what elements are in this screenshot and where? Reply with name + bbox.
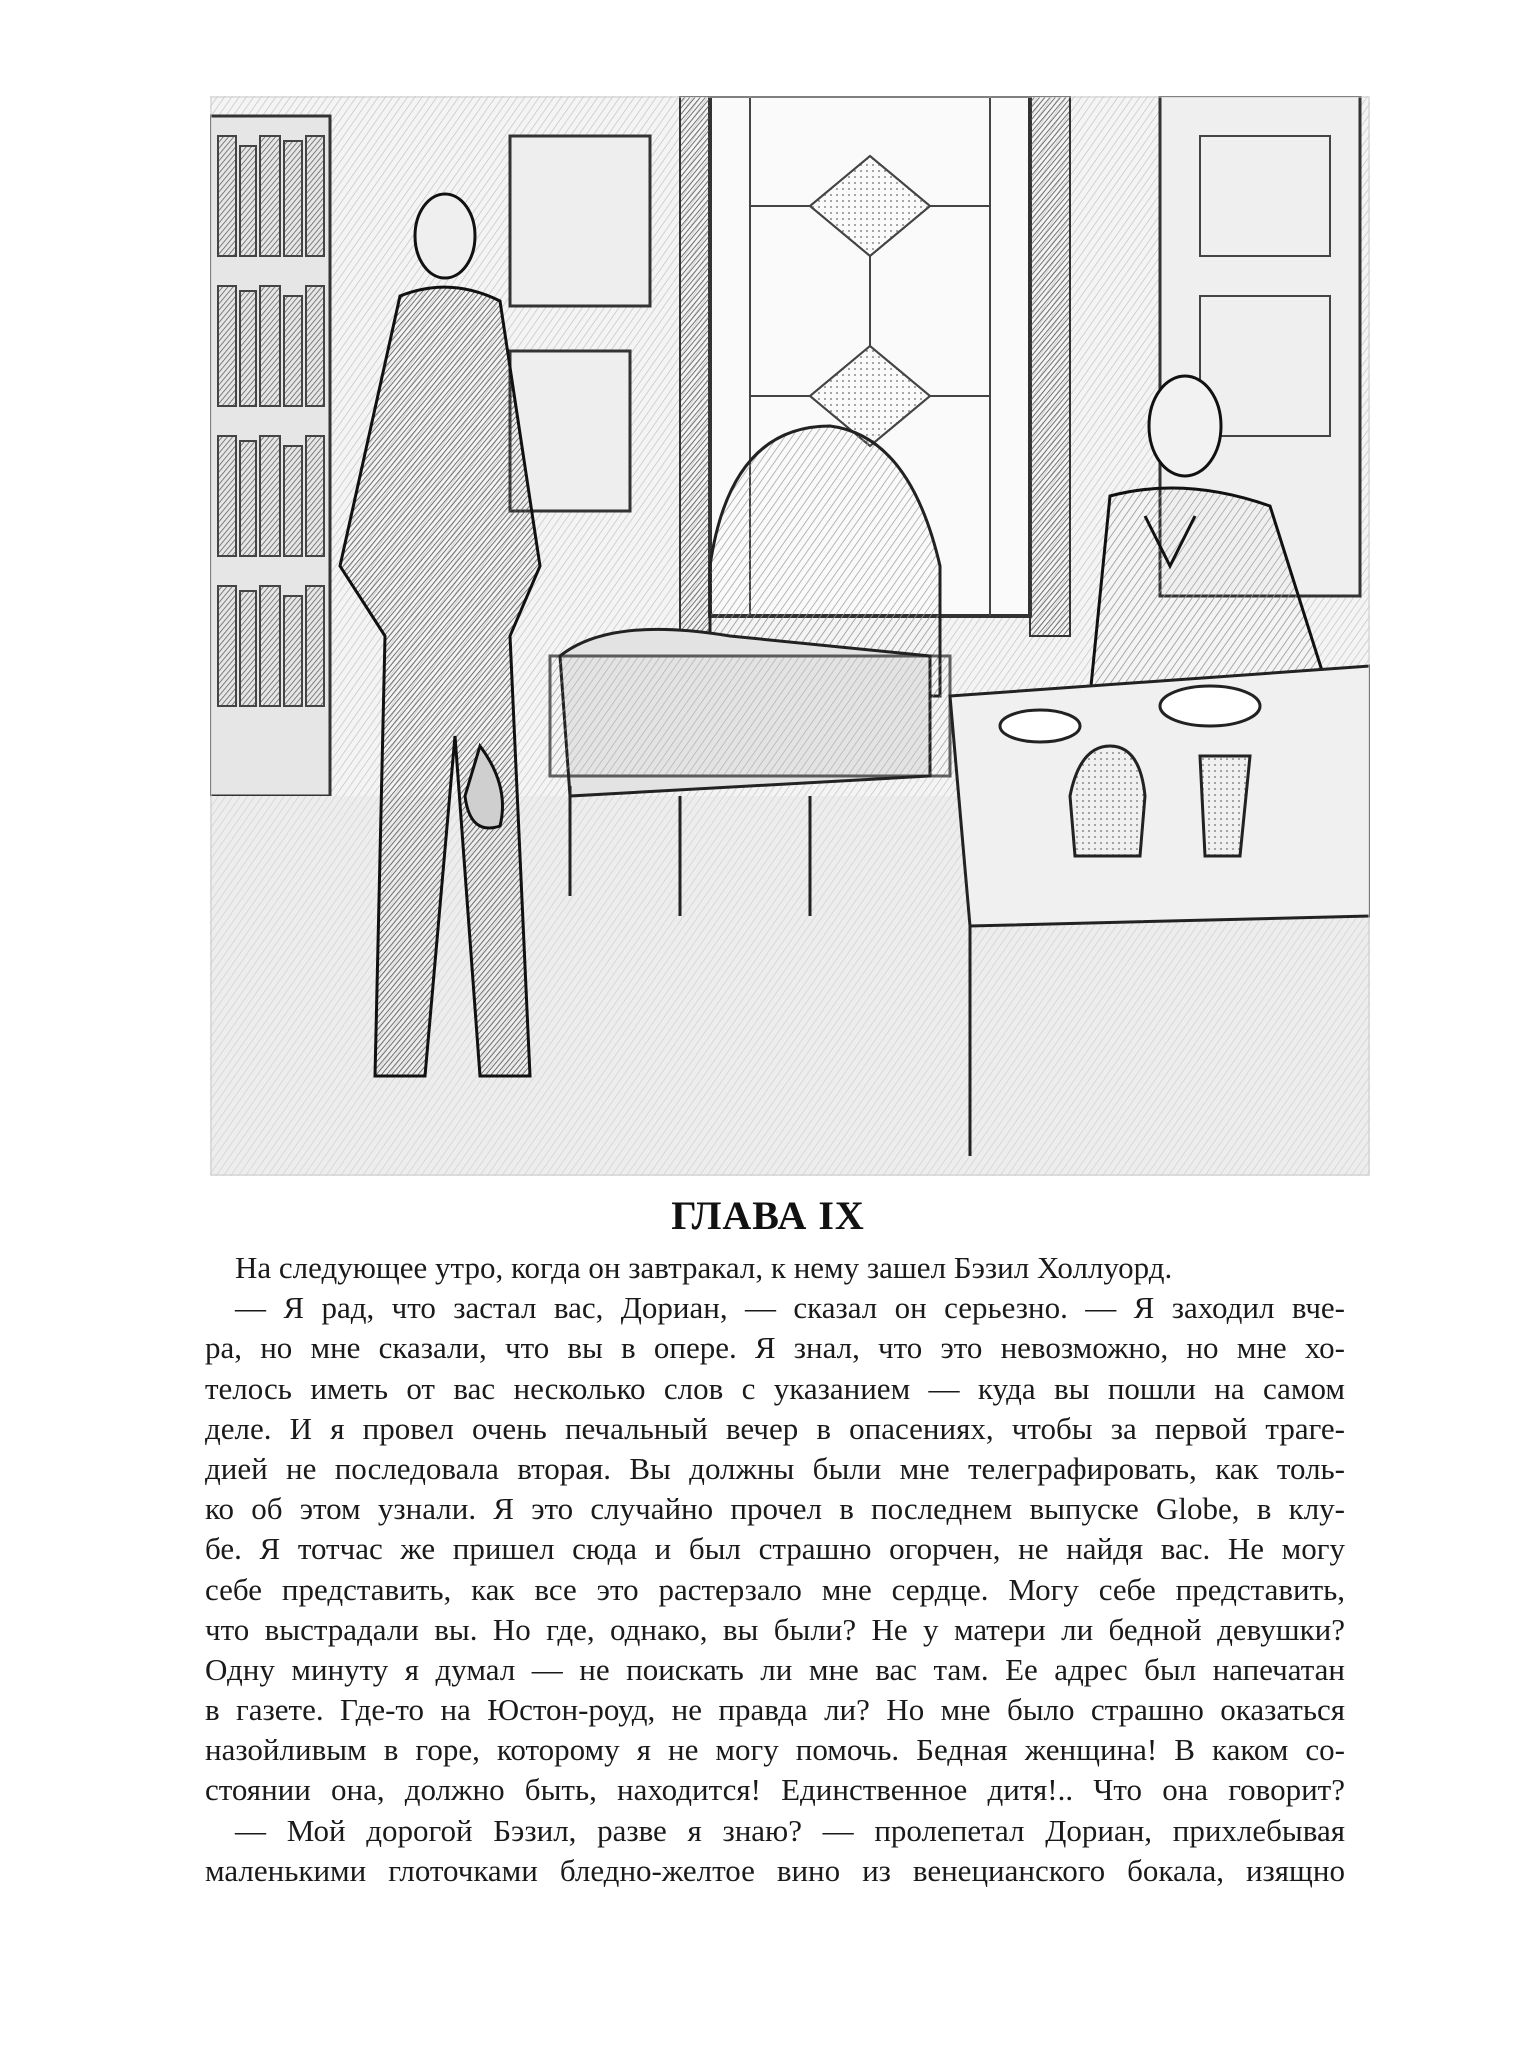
text-line: ра, но мне сказали, что вы в опере. Я знал, что это невозможно, но мне хо- bbox=[205, 1330, 1345, 1366]
text-line: в газете. Где-то на Юстон-роуд, не правда ли? Но мне было страшно оказаться bbox=[205, 1692, 1345, 1728]
text-line: ко об этом узнали. Я это случайно прочел в последнем выпуске Globe, в клу- bbox=[205, 1491, 1345, 1527]
text-line: — Я рад, что застал вас, Дориан, — сказал он серьезно. — Я заходил вче- bbox=[235, 1290, 1345, 1326]
chapter-title: ГЛАВА IX bbox=[671, 1193, 865, 1238]
text-line: стоянии она, должно быть, находится! Единственное дитя!.. Что она говорит? bbox=[205, 1772, 1345, 1808]
text-line: — Мой дорогой Бэзил, разве я знаю? — пролепетал Дориан, прихлебывая bbox=[235, 1812, 1345, 1848]
text-line: маленькими глоточками бледно-желтое вино из венецианского бокала, изящно bbox=[205, 1852, 1345, 1888]
text-line: деле. И я провел очень печальный вечер в опасениях, чтобы за первой траге- bbox=[205, 1410, 1345, 1446]
text-line: назойливым в горе, которому я не могу помочь. Бедная женщина! В каком со- bbox=[205, 1732, 1345, 1768]
text-line: что выстрадали вы. Но где, однако, вы были? Не у матери ли бедной девушки? bbox=[205, 1611, 1345, 1647]
text-line: На следующее утро, когда он завтракал, к нему зашел Бэзил Холлуорд. bbox=[235, 1250, 1173, 1285]
engraving-svg bbox=[210, 96, 1370, 1176]
chapter-text bbox=[205, 1248, 1345, 1891]
text-line: себе представить, как все это растерзало мне сердце. Могу себе представить, bbox=[205, 1571, 1345, 1607]
text-line: Одну минуту я думал — не поискать ли мне вас там. Ее адрес был напечатан bbox=[205, 1651, 1345, 1687]
bookshelf bbox=[210, 116, 330, 796]
chapter-illustration bbox=[210, 96, 1370, 1176]
text-line: дией не последовала вторая. Вы должны были мне телеграфировать, как толь- bbox=[205, 1450, 1345, 1486]
text-line: бе. Я тотчас же пришел сюда и был страшно огорчен, не найдя вас. Не могу bbox=[205, 1531, 1345, 1567]
text-line: телось иметь от вас несколько слов с указанием — куда вы пошли на самом bbox=[205, 1370, 1345, 1406]
